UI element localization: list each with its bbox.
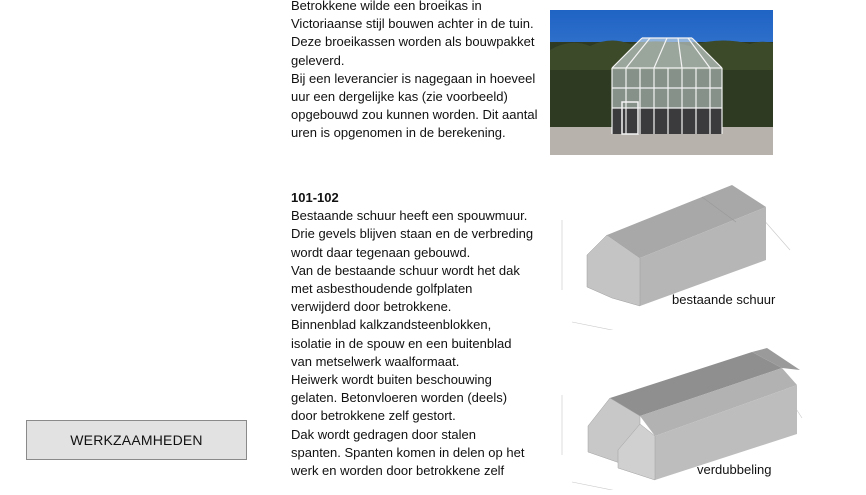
intro-paragraph <box>291 0 541 143</box>
diagram2-caption: verdubbeling <box>697 462 772 477</box>
section-line: spanten. Spanten komen in delen op het <box>291 444 525 460</box>
intro-line: uren is opgenomen in de berekening. <box>291 125 506 141</box>
section-line: Dak wordt gedragen door stalen <box>291 426 477 442</box>
doubled-shed-diagram <box>552 340 812 490</box>
section-line: Binnenblad kalkzandsteenblokken, <box>291 317 492 333</box>
greenhouse-photo <box>550 10 773 155</box>
existing-shed-diagram <box>552 180 812 330</box>
intro-line: opgebouwd zou kunnen worden. Dit aantal <box>291 107 538 123</box>
intro-line: Bij een leverancier is nagegaan in hoeveel <box>291 70 536 86</box>
intro-line: Deze broeikassen worden als bouwpakket <box>291 34 535 50</box>
section-line: Heiwerk wordt buiten beschouwing <box>291 372 492 388</box>
greenhouse-image <box>550 10 773 155</box>
section-line: door betrokkene zelf gestort. <box>291 408 456 424</box>
section-line: Drie gevels blijven staan en de verbreding <box>291 226 534 242</box>
intro-line: Victoriaanse stijl bouwen achter in de tuin. <box>291 16 534 32</box>
werkzaamheden-button[interactable]: WERKZAAMHEDEN <box>26 420 247 460</box>
section-line: verwijderd door betrokkene. <box>291 299 452 315</box>
section-line: van metselwerk waalformaat. <box>291 353 460 369</box>
section-line: werk en worden door betrokkene zelf <box>291 463 505 479</box>
section-line: gelaten. Betonvloeren worden (deels) <box>291 390 508 406</box>
intro-line: Betrokkene wilde een broeikas in <box>291 0 482 13</box>
section-101-102 <box>291 189 541 480</box>
section-line: wordt daar tegenaan gebouwd. <box>291 244 471 260</box>
section-heading: 101-102 <box>291 190 339 205</box>
intro-line: geleverd. <box>291 52 345 68</box>
intro-line: uur een dergelijke kas (zie voorbeeld) <box>291 89 508 105</box>
section-line: isolatie in de spouw en een buitenblad <box>291 335 512 351</box>
diagram1-caption: bestaande schuur <box>672 292 776 307</box>
section-line: met asbesthoudende golfplaten <box>291 281 473 297</box>
section-line: Bestaande schuur heeft een spouwmuur. <box>291 208 528 224</box>
section-line: Van de bestaande schuur wordt het dak <box>291 262 520 278</box>
